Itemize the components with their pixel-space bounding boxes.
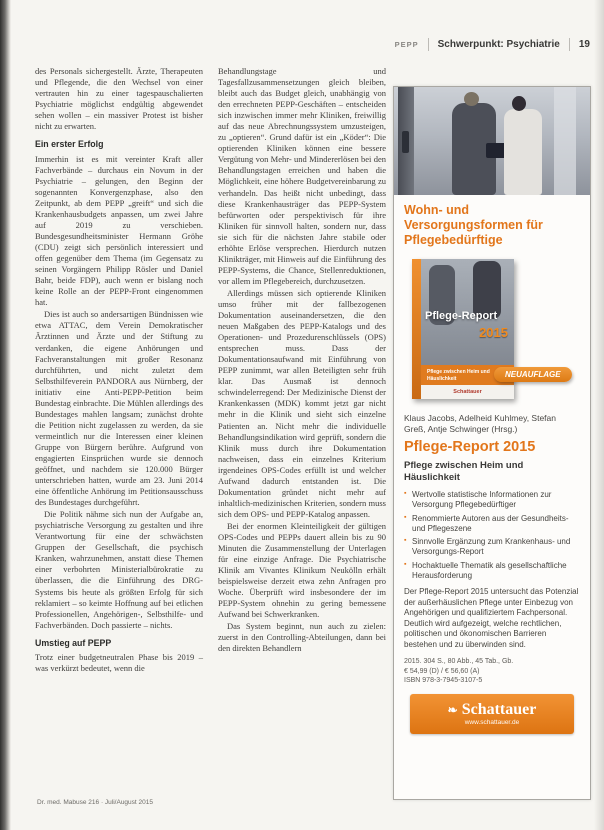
body-paragraph: Behandlungstage und Tagesfallzusammensetzungen gleich bleiben, bleibt auch das Budget gleich, unabhängig von den errechneten PEPP-Geschäften – entscheiden sich inzwischen immer mehr Kliniken, freiwillig auf das neue Abrechnungssystem umzusteigen, zu „optieren“. Grund dafür ist ein „Köder“: Die optierenden Kliniken können eine bessere Vergütung von Mehr- und Mindererlösen bei den Behandlungstagen erreichen und haben die Möglichkeit, eine höhere Budgetvereinbarung zu verhandeln. Das heißt nicht unbedingt, dass diese Krankenhausträger das PEPP-System befürworten oder perspektivisch für ihre Kliniken für sinnvoll halten, sondern nur, dass sie sich für die nächsten Jahre stabile oder erhöhte Erlöse versprechen. Hierdurch nutzen Klinikträger, mit Hinweis auf die Einführung des PEPP-Systems, die Chance, Stellenreduktionen, vor allem im Pflegebereich, durchzusetzen.: [218, 66, 386, 286]
advert-schattauer: [393, 86, 591, 800]
ad-bullet: ▪ Wertvolle statistische Informationen zur Versorgung Pflegebedürftiger: [404, 490, 580, 510]
body-paragraph: Bei der enormen Kleinteiligkeit der gültigen OPS-Codes und PEPPs dauert allein bis zu 90 Minuten die Zusammenstellung der Unterlagen für eine einzige Anfrage. Die Psychiatrische Klinik am Vivantes Klinikum Neukölln erhält beispielsweise derzeit etwa zehn Anfragen pro Woche. Überprüft wird insbesondere der im PEPP-System ohnehin zu gering bemessene Aufwand bei Schwerkranken.: [218, 520, 386, 620]
scan-edge-left: [0, 0, 11, 830]
header-kicker: PEPP: [394, 40, 419, 49]
header-divider: [428, 38, 429, 51]
body-paragraph: Die Politik nähme sich nun der Aufgabe an, psychiatrische Versorgung zu gestalten und ihre Verantwortung für eine der schwächsten Gruppen der Gesellschaft, die psychisch Kranken, wahrzunehmen, anstatt diese Themen einer verbohrten Ministerialbürokratie zu überlassen, die die Einführung des DRG-Systems bis heute als größten Erfolg für sich reklamiert – so keimte Hoffnung auf bei etlichen Professionellen, Angehörigen-, Selbsthilfe- und Fachverbänden. Doch passierte – nichts.: [35, 509, 203, 630]
ad-bullet-list: [404, 490, 580, 581]
publisher-logo: [448, 702, 537, 718]
scan-edge-right: [594, 0, 604, 830]
section-heading: Umstieg auf PEPP: [35, 637, 112, 648]
ad-bullet: ▪ Sinnvolle Ergänzung zum Krankenhaus- und Versorgungs-Report: [404, 537, 580, 557]
book-cover: [406, 255, 580, 407]
book-spine: [412, 259, 421, 399]
cover-year: 2015: [479, 325, 508, 341]
body-paragraph: Allerdings müssen sich optierende Kliniken umso früher mit der fallbezogenen Dokumentation auseinandersetzen, die den neuen Maßgaben des PEPP-Katalogs und des Operationen- und Prozedurenschlüssels (OPS) entsprechen muss. Dass der Dokumentationsaufwand mit Einführung von PEPP zunimmt, war allen Beteiligten sehr früh klar. Das Ausmaß ist dennoch schwindelerregend: Der Medizinische Dienst der Krankenkassen (MDK) kommt jetzt gar nicht mehr in die Klinik und sieht sich einzelne Patienten an. Nicht mehr die individuelle Behandlungsindikation wird geprüft, sondern die Klinik muss durch ihre Dokumentation nachweisen, dass ein einzelnes Kriterium irgendeines OPS-Codes erfüllt ist und welcher Aufwand dadurch entstanden ist. Die Dokumentation gründet nicht mehr auf inhaltlich-medizinischen Kriterien, sondern muss sich dem OPS- und PEPP-Katalog anpassen.: [218, 287, 386, 519]
ad-headline: Wohn- und Versorgungsformen für Pflegebedürftige: [404, 203, 543, 247]
article-column-2: [218, 66, 386, 796]
body-paragraph: Dies ist auch so andersartigen Bündnissen wie etwa ATTAC, dem Verein Demokratischer Ärztinnen und Ärzte und der Stiftung zu verdanken, die eigene Anhörungen und Fachveranstaltungen mit großer Resonanz durchführten, und nicht zuletzt dem Selbsthilfeverein PANDORA aus Nürnberg, der initiativ eine Anti-PEPP-Petition beim Bundestag einbrachte. Die Mühlen allerdings des Bundestages mahlen langsam; zunächst drohte die Petition nicht zugelassen zu werden, da sie vermeintlich nur die Interessen einer kleinen Gruppe von Bürgern berühre. Aufgrund von engagierten Einsprüchen wurde sie dennoch geöffnet, und nachdem sie 120.000 Bürger unterschrieben hatten, wurde am 23. Juni 2014 eine öffentliche Anhörung im Petitionsausschuss des Bundestages durchgeführt.: [35, 309, 203, 508]
publisher-name: Schattauer: [461, 700, 537, 718]
ad-authors: Klaus Jacobs, Adelheid Kuhlmey, Stefan Greß, Antje Schwinger (Hrsg.): [404, 413, 556, 435]
photo-figure-nurse: [504, 109, 542, 195]
publisher-url: www.schattauer.de: [464, 718, 520, 726]
cover-title: Pflege-Report: [425, 310, 498, 323]
schattauer-leaf-icon: ❧: [447, 702, 458, 717]
ad-photo: [394, 87, 590, 195]
cover-band: Pflege zwischen Heim und Häuslichkeit: [421, 365, 514, 385]
header-section-title: Schwerpunkt: Psychiatrie: [437, 39, 560, 50]
ad-book-title: Pflege-Report 2015: [404, 439, 536, 456]
page-header: [395, 38, 590, 51]
new-edition-badge: NEUAUFLAGE: [494, 367, 572, 382]
section-heading: Ein erster Erfolg: [35, 139, 104, 150]
body-paragraph: Immerhin ist es mit vereinter Kraft aller Fachverbände – durchaus ein Novum in der Psychiatrie – gelungen, den Beginn der sogenannten Konvergenzphase, also den Zeitpunkt, ab dem PEPP „greift“ und sich die Krankenhausbudgets anpassen, um zwei Jahre auf 2019 zu verschieben. Bundesgesundheitsminister Hermann Gröhe (CDU) zeigt sich persönlich interessiert und offen gegenüber dem Thema (im Gegensatz zu seinen Vorgängern Philipp Rösler und Daniel Bahr, beide FDP), auch wenn er bislang noch keine Rolle an der PEPP-Front eingenommen hat.: [35, 153, 203, 308]
ad-book-subtitle: Pflege zwischen Heim und Häuslichkeit: [404, 460, 524, 484]
ad-details-isbn: ISBN 978-3-7945-3107-5: [404, 677, 483, 685]
ad-bullet: ▪ Renommierte Autoren aus der Gesundheits- und Pflegeszene: [404, 514, 580, 534]
body-paragraph: Trotz einer budgetneutralen Phase bis 2019 – was verkürzt bedeutet, wenn die: [35, 652, 203, 674]
ad-details-format: 2015. 304 S., 80 Abb., 45 Tab., Gb.: [404, 658, 514, 666]
article-column-1: [35, 66, 203, 796]
photo-wall-column: [554, 87, 576, 195]
header-divider: [569, 38, 570, 51]
ad-bibliographic-details: [404, 657, 580, 685]
ad-details-price: € 54,99 (D) / € 56,60 (A): [404, 667, 480, 675]
cover-publisher-mark: Schattauer: [421, 385, 514, 399]
ad-bullet: ▪ Hochaktuelle Thematik als gesellschaftliche Herausforderung: [404, 561, 580, 581]
body-paragraph: Das System beginnt, nun auch zu zielen: zuerst in den Controlling-Abteilungen, dann bei den direkten Behandlern: [218, 621, 386, 654]
ad-description: Der Pflege-Report 2015 untersucht das Potenzial der außerhäuslichen Pflege unter Einbezug von Angehörigen und qualifiziertem Fachpersonal. Deutlich wird aufgezeigt, welche rechtlichen, politischen und ökonomischen Barrieren bestehen und zu überwinden sind.: [404, 586, 579, 649]
photo-figure-man-head: [464, 92, 479, 106]
publisher-banner: [410, 694, 574, 734]
photo-door-handle: [402, 131, 409, 153]
journal-footer: Dr. med. Mabuse 216 · Juli/August 2015: [37, 799, 153, 806]
body-paragraph: des Personals sichergestellt. Ärzte, Therapeuten und Pflegende, die den Wechsel von einer vertrauten hin zu einer tagespauschalierten Psychiatrie möglichst endgültig abgewendet sehen wollen – ein massiver Protest ist bisher nicht zu erwarten.: [35, 66, 203, 132]
article-body: [35, 66, 387, 796]
page-number: 19: [578, 39, 590, 50]
photo-figure-nurse-head: [512, 96, 526, 111]
